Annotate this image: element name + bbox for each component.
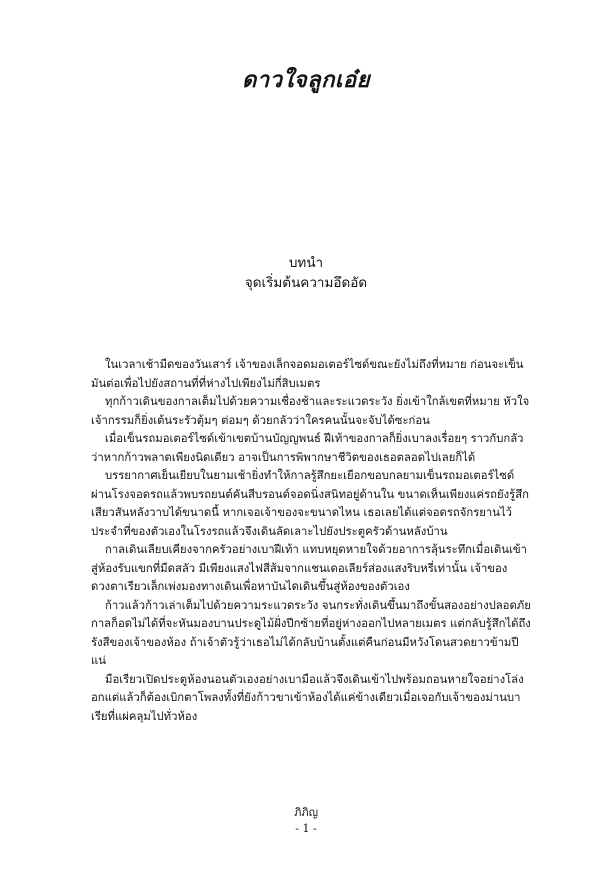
paragraph: ในเวลาเช้ามืดของวันเสาร์ เจ้าของเล็กจอดมอเตอร์ไซด์ขณะยังไม่ถึงที่หมาย ก่อนจะเข็นมันต่อเพื่อไปยังสถานที่ที่ห่างไปเพียงไม่กี่สิบเมตร xyxy=(91,358,524,390)
title-logo-text: ดาวใจลูกเอ๋ย xyxy=(241,68,371,93)
paragraph: บรรยากาศเย็นเยียบในยามเช้ายิ่งทำให้กาลรู้สึกยะเยือกขอบกลยามเข็นรถมอเตอร์ไซด์ผ่านโรงจอดรถแล้วพบรถยนต์คันสีบรอนด์จอดนิ่งสนิทอยู่ด้านใน ขนาดเห็นเพียงแค่รถยังรู้สึกเสียวสันหลังวาบได้ขนาดนี้ หากเจอเจ้าของจะขนาดไหน เธอเลยได้แต่จอดรถจักรยานไว้ประจำที่ของตัวเองในโรงรถแล้วจึงเดินลัดเลาะไปยังประตูครัวด้านหลังบ้าน xyxy=(91,469,529,538)
paragraph: เมื่อเข็นรถมอเตอร์ไซด์เข้าเขตบ้านบัญญพนธ์ ฝีเท้าของกาลก็ยิ่งเบาลงเรื่อยๆ ราวกับกลัวว่าหากก้าวพลาดเพียงนิดเดียว อาจเป็นการพิพากษาชีวิตของเธอตลอดไปเลยก็ได้ xyxy=(91,432,524,464)
chapter-subtitle: จุดเริ่มต้นความอึดอัด xyxy=(244,275,368,291)
paragraph: ทุกก้าวเดินของกาลเต็มไปด้วยความเชื่องช้าและระแวดระวัง ยิ่งเข้าใกล้เขตที่หมาย หัวใจเจ้ากรรมก็ยิ่งเต้นระรัวตุ้มๆ ต่อมๆ ด้วยกลัวว่าใครคนนั้นจะจับได้ซะก่อน xyxy=(91,395,530,427)
author-name: ภิภิญ xyxy=(294,806,318,819)
page-number: - 1 - xyxy=(295,822,317,835)
title-logo xyxy=(236,60,376,100)
paragraph: มือเรียวเปิดประตูห้องนอนตัวเองอย่างเบามือแล้วจึงเดินเข้าไปพร้อมถอนหายใจอย่างโล่งอกแต่แล้วก็ต้องเบิกตาโพลงทั้งที่ยังก้าวขาเข้าห้องได้แค่ข้างเดียวเมื่อเจอกับเจ้าของม่านบาเรียที่แผ่คลุมไปทั่วห้อง xyxy=(91,672,524,723)
chapter-title: บทนำ xyxy=(288,255,324,271)
paragraph: ก้าวแล้วก้าวเล่าเต็มไปด้วยความระแวดระวัง จนกระทั่งเดินขึ้นมาถึงขั้นสองอย่างปลอดภัย กาลก็อดไม่ได้ที่จะหันมองบานประตูไม้ฝั่งปีกซ้ายที่อยู่ห่างออกไปหลายเมตร แต่กลับรู้สึกได้ถึงรังสีของเจ้าของห้อง ถ้าเจ้าตัวรู้ว่าเธอไม่ได้กลับบ้านตั้งแต่คืนก่อนมีหวังโดนสวดยาวข้ามปีแน่ xyxy=(91,598,531,667)
title-logo-graphic xyxy=(236,60,376,100)
body-text xyxy=(91,356,531,726)
paragraph: กาลเดินเลียบเคียงจากครัวอย่างเบาฝีเท้า แทบหยุดหายใจด้วยอาการลุ้นระทึกเมื่อเดินเข้าสู่ห้องรับแขกที่มืดสลัว มีเพียงแสงไฟสีส้มจากแชนเดอเลียร์ส่องแสงริบหรี่เท่านั้น เจ้าของดวงตาเรียวเล็กเพ่งมองทางเดินเพื่อหาบันไดเดินขึ้นสู่ห้องของตัวเอง xyxy=(91,543,527,593)
